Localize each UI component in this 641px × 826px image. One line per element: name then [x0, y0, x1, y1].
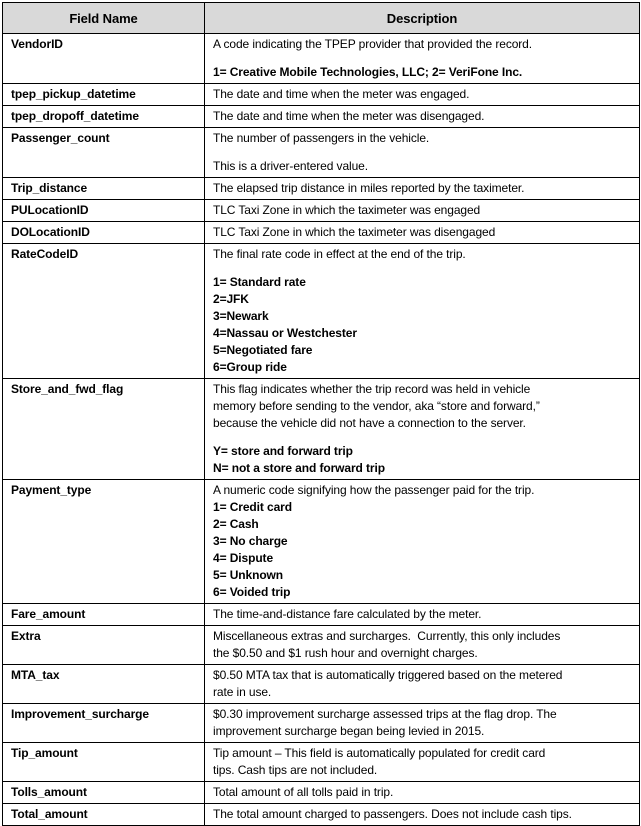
header-cell-description: Description [205, 3, 640, 34]
description-cell [205, 604, 640, 626]
description-line: TLC Taxi Zone in which the taximeter was disengaged [213, 225, 496, 239]
description-cell [205, 84, 640, 106]
description-cell [205, 626, 640, 665]
description-line: The elapsed trip distance in miles reported by the taximeter. [213, 181, 525, 195]
field-name-cell: Tip_amount [3, 743, 205, 782]
description-line: Miscellaneous extras and surcharges. Currently, this only includes [213, 629, 561, 643]
table-row [3, 665, 640, 704]
description-line: 3=Newark [213, 309, 269, 323]
description-line: This is a driver-entered value. [213, 159, 368, 173]
table-row [3, 84, 640, 106]
description-line: The date and time when the meter was disengaged. [213, 109, 485, 123]
description-cell [205, 804, 640, 826]
description-blank-line [213, 432, 635, 443]
description-cell [205, 200, 640, 222]
description-line: 1= Creative Mobile Technologies, LLC; 2= VeriFone Inc. [213, 65, 523, 79]
description-cell [205, 782, 640, 804]
description-line: 1= Standard rate [213, 275, 306, 289]
field-name-cell: Trip_distance [3, 178, 205, 200]
description-blank-line [213, 263, 635, 274]
field-name-cell: Extra [3, 626, 205, 665]
table-row [3, 743, 640, 782]
field-name-cell: Fare_amount [3, 604, 205, 626]
table-row [3, 379, 640, 480]
field-name-cell: Tolls_amount [3, 782, 205, 804]
table-row [3, 626, 640, 665]
description-cell [205, 222, 640, 244]
table-row [3, 782, 640, 804]
description-cell [205, 665, 640, 704]
description-line: 5= Unknown [213, 568, 284, 582]
description-line: This flag indicates whether the trip record was held in vehicle [213, 382, 531, 396]
table-body [3, 34, 640, 826]
table-header-row [3, 3, 640, 34]
table-row [3, 128, 640, 178]
description-line: 4= Dispute [213, 551, 274, 565]
description-line: because the vehicle did not have a connection to the server. [213, 416, 526, 430]
description-line: improvement surcharge began being levied in 2015. [213, 724, 485, 738]
table-row [3, 178, 640, 200]
description-line: 4=Nassau or Westchester [213, 326, 357, 340]
description-line: Total amount of all tolls paid in trip. [213, 785, 394, 799]
description-blank-line [213, 53, 635, 64]
table-row [3, 604, 640, 626]
description-line: memory before sending to the vendor, aka “store and forward,” [213, 399, 540, 413]
table-row [3, 34, 640, 84]
description-line: A code indicating the TPEP provider that provided the record. [213, 37, 532, 51]
description-line: $0.50 MTA tax that is automatically triggered based on the metered [213, 668, 563, 682]
description-line: 5=Negotiated fare [213, 343, 313, 357]
description-cell [205, 178, 640, 200]
description-line: 6=Group ride [213, 360, 287, 374]
field-name-cell: tpep_dropoff_datetime [3, 106, 205, 128]
description-cell [205, 379, 640, 480]
description-line: 2=JFK [213, 292, 249, 306]
field-name-cell: Total_amount [3, 804, 205, 826]
field-name-cell: DOLocationID [3, 222, 205, 244]
field-name-cell: VendorID [3, 34, 205, 84]
field-name-cell: Passenger_count [3, 128, 205, 178]
description-cell [205, 244, 640, 379]
table-row [3, 222, 640, 244]
field-name-cell: Payment_type [3, 480, 205, 604]
field-name-cell: MTA_tax [3, 665, 205, 704]
field-name-cell: RateCodeID [3, 244, 205, 379]
description-cell [205, 480, 640, 604]
description-line: The final rate code in effect at the end of the trip. [213, 247, 466, 261]
description-line: TLC Taxi Zone in which the taximeter was engaged [213, 203, 481, 217]
field-name-cell: Store_and_fwd_flag [3, 379, 205, 480]
field-name-cell: PULocationID [3, 200, 205, 222]
description-blank-line [213, 147, 635, 158]
header-cell-field-name: Field Name [3, 3, 205, 34]
data-dictionary-table [2, 2, 640, 826]
description-line: N= not a store and forward trip [213, 461, 385, 475]
description-line: The total amount charged to passengers. Does not include cash tips. [213, 807, 572, 821]
table-row [3, 106, 640, 128]
description-line: 1= Credit card [213, 500, 292, 514]
description-line: 3= No charge [213, 534, 288, 548]
table-row [3, 244, 640, 379]
description-line: The number of passengers in the vehicle. [213, 131, 430, 145]
description-line: A numeric code signifying how the passenger paid for the trip. [213, 483, 535, 497]
description-line: rate in use. [213, 685, 272, 699]
description-cell [205, 106, 640, 128]
description-line: the $0.50 and $1 rush hour and overnight charges. [213, 646, 478, 660]
description-line: 6= Voided trip [213, 585, 291, 599]
field-name-cell: tpep_pickup_datetime [3, 84, 205, 106]
description-line: Tip amount – This field is automatically populated for credit card [213, 746, 546, 760]
description-line: 2= Cash [213, 517, 259, 531]
description-cell [205, 743, 640, 782]
table-row [3, 804, 640, 826]
description-line: tips. Cash tips are not included. [213, 763, 378, 777]
table-row [3, 704, 640, 743]
description-line: The date and time when the meter was engaged. [213, 87, 470, 101]
table-row [3, 200, 640, 222]
description-line: The time-and-distance fare calculated by the meter. [213, 607, 482, 621]
table-row [3, 480, 640, 604]
description-cell [205, 34, 640, 84]
description-cell [205, 128, 640, 178]
description-cell [205, 704, 640, 743]
field-name-cell: Improvement_surcharge [3, 704, 205, 743]
description-line: Y= store and forward trip [213, 444, 353, 458]
description-line: $0.30 improvement surcharge assessed trips at the flag drop. The [213, 707, 557, 721]
